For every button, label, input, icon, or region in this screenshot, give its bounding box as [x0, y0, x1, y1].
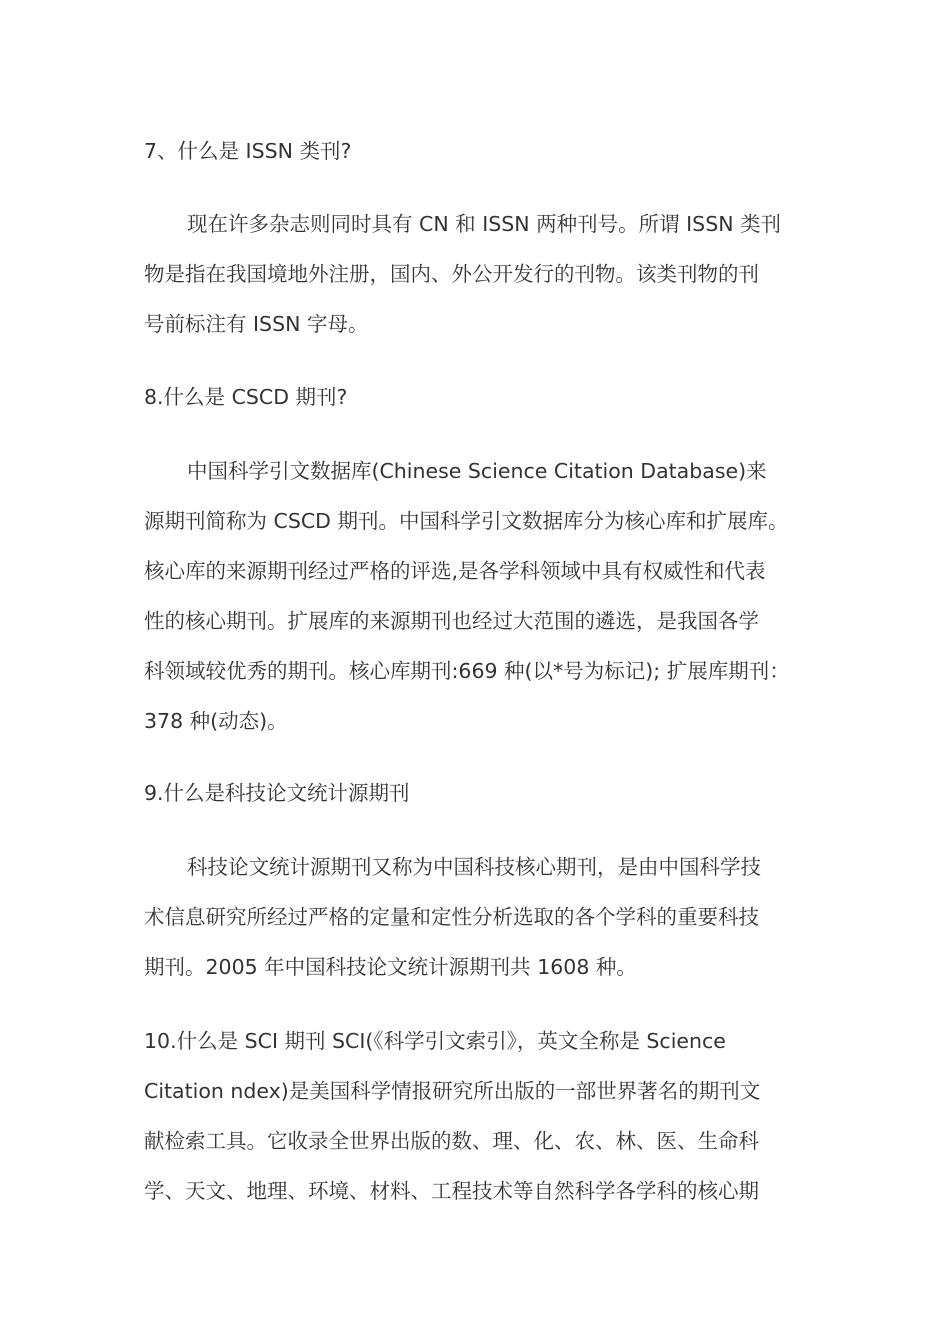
- paragraph-line: 物是指在我国境地外注册，国内、外公开发行的刊物。该类刊物的刊: [144, 262, 759, 286]
- section-8-paragraph: [144, 446, 816, 746]
- paragraph-line: 现在许多杂志则同时具有 CN 和 ISSN 两种刊号。所谓 ISSN 类刊: [187, 212, 782, 236]
- paragraph-line: 号前标注有 ISSN 字母。: [144, 312, 369, 336]
- section-7-heading: 7、什么是 ISSN 类刊?: [144, 139, 352, 163]
- paragraph-line: 性的核心期刊。扩展库的来源期刊也经过大范围的遴选，是我国各学: [144, 609, 759, 633]
- paragraph-line: 科技论文统计源期刊又称为中国科技核心期刊，是由中国科学技: [187, 855, 761, 879]
- section-8-heading: 8.什么是 CSCD 期刊?: [144, 385, 348, 409]
- paragraph-line: 378 种(动态)。: [144, 709, 288, 733]
- paragraph-line: 科领域较优秀的期刊。核心库期刊:669 种(以*号为标记); 扩展库期刊：: [144, 659, 790, 683]
- paragraph-line: 学、天文、地理、环境、材料、工程技术等自然科学各学科的核心期: [144, 1179, 759, 1203]
- section-7-paragraph: [144, 199, 816, 349]
- paragraph-line: 中国科学引文数据库(Chinese Science Citation Database)来: [187, 459, 767, 483]
- section-10-paragraph: [144, 1016, 816, 1216]
- paragraph-line: 献检索工具。它收录全世界出版的数、理、化、农、林、医、生命科: [144, 1129, 759, 1153]
- section-9-heading: 9.什么是科技论文统计源期刊: [144, 781, 410, 805]
- paragraph-line: 10.什么是 SCI 期刊 SCI(《科学引文索引》，英文全称是 Science: [144, 1029, 726, 1053]
- paragraph-line: 期刊。2005 年中国科技论文统计源期刊共 1608 种。: [144, 955, 637, 979]
- section-9-paragraph: [144, 842, 816, 992]
- paragraph-line: 源期刊简称为 CSCD 期刊。中国科学引文数据库分为核心库和扩展库。: [144, 509, 789, 533]
- paragraph-line: Citation ndex)是美国科学情报研究所出版的一部世界著名的期刊文: [144, 1079, 761, 1103]
- paragraph-line: 术信息研究所经过严格的定量和定性分析选取的各个学科的重要科技: [144, 905, 759, 929]
- paragraph-line: 核心库的来源期刊经过严格的评选,是各学科领域中具有权威性和代表: [144, 559, 766, 583]
